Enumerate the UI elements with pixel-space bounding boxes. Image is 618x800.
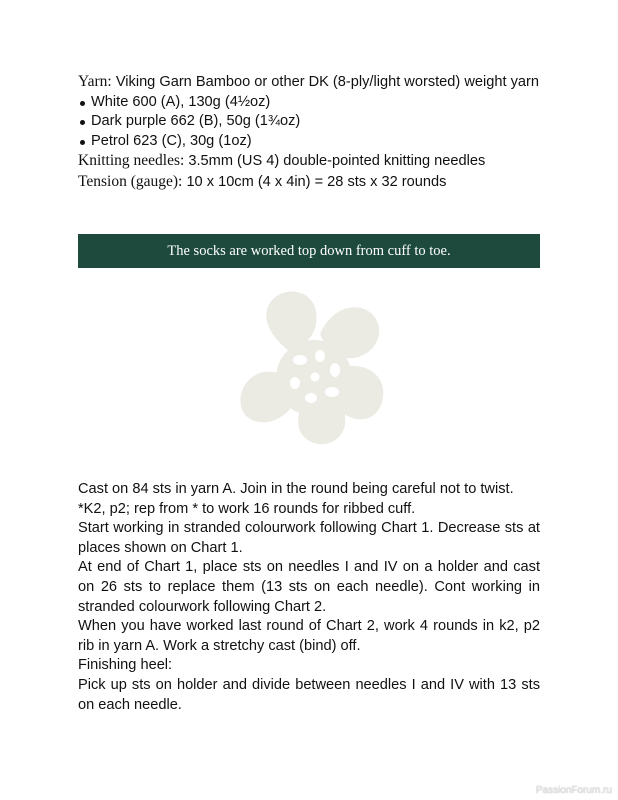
instruction-cuff: *K2, p2; rep from * to work 16 rounds for ribbed cuff. xyxy=(78,500,416,517)
flower-stamen xyxy=(315,350,325,362)
instruction-rib-cast-off: When you have worked last round of Chart 2, work 4 rounds in k2, p2 rib in yarn A. Work a stretchy cast (bind) off. xyxy=(78,618,540,654)
yarn-list xyxy=(78,93,540,152)
flower-stamen xyxy=(290,377,300,389)
yarn-value: Viking Garn Bamboo or other DK (8-ply/light worsted) weight yarn xyxy=(115,74,539,90)
instruction-heel: Pick up sts on holder and divide between needles I and IV with 13 sts on each needle. xyxy=(78,676,540,713)
instructions-section xyxy=(78,480,540,715)
flower-stamen xyxy=(293,355,307,365)
flower-icon xyxy=(236,288,391,448)
needles-value: 3.5mm (US 4) double-pointed knitting needles xyxy=(188,153,486,170)
tension-line xyxy=(78,172,540,193)
needles-line xyxy=(78,151,540,172)
instruction-cast-on: Cast on 84 sts in yarn A. Join in the round being careful not to twist. xyxy=(78,481,514,497)
yarn-item-white: White 600 (A), 130g (4½oz) xyxy=(78,93,540,113)
flower-stamen xyxy=(325,387,339,397)
yarn-item-petrol: Petrol 623 (C), 30g (1oz) xyxy=(78,132,540,152)
yarn-label: Yarn: xyxy=(78,73,112,90)
tension-value: 10 x 10cm (4 x 4in) = 28 sts x 32 rounds xyxy=(186,173,447,190)
watermark: PassionForum.ru xyxy=(535,785,612,796)
materials-section xyxy=(78,72,540,193)
needles-label: Knitting needles: xyxy=(78,152,185,170)
info-banner xyxy=(78,234,540,268)
tension-label: Tension (gauge): xyxy=(78,172,183,190)
yarn-item-dark-purple: Dark purple 662 (B), 50g (1¾oz) xyxy=(78,112,540,132)
instruction-chart-1: Start working in stranded colourwork following Chart 1. Decrease sts at places shown on Chart 1. xyxy=(78,520,540,556)
instruction-heel-heading: Finishing heel: xyxy=(78,657,173,674)
flower-graphic xyxy=(236,288,391,448)
banner-text: The socks are worked top down from cuff to toe. xyxy=(167,242,451,259)
flower-stamen xyxy=(311,373,320,382)
flower-stamen xyxy=(330,363,340,377)
flower-stamen xyxy=(305,393,317,403)
instruction-chart-2: At end of Chart 1, place sts on needles I and IV on a holder and cast on 26 sts to replace them (13 sts on each needle). Cont working in stranded colourwork following Chart 2. xyxy=(78,559,540,615)
yarn-line xyxy=(78,72,540,93)
